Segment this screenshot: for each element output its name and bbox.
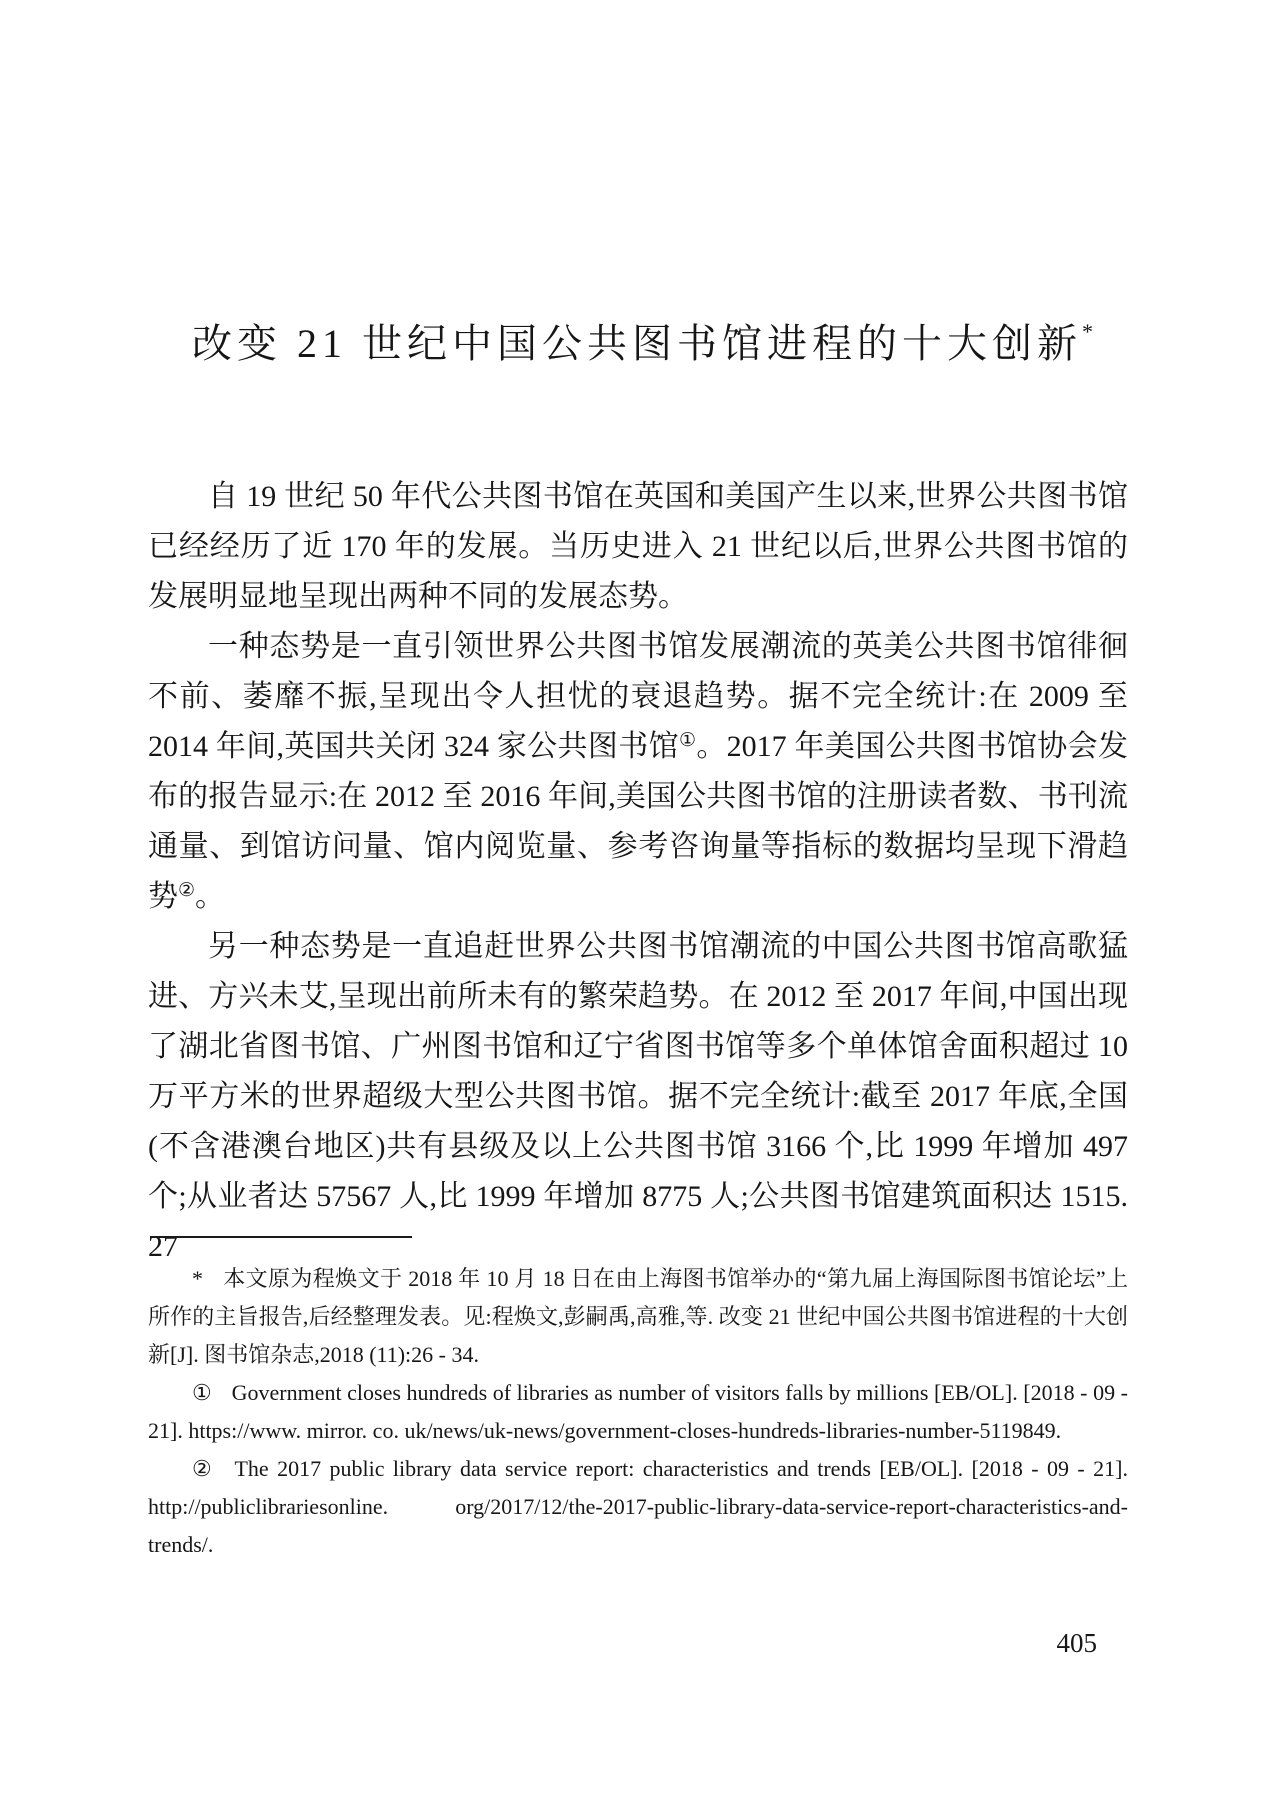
footnote-1 (148, 1374, 1128, 1450)
paragraph-2-text: 。2017 年美国公共图书馆协会发布的报告显示:在 2012 至 2016 年间,美国公共图书馆的注册读者数、书刊流通量、到馆访问量、馆内阅览量、参考咨询量等指标的数据均呈现下滑趋势 (148, 730, 1129, 913)
footnote-2 (148, 1450, 1128, 1564)
footnote-2-text: The 2017 public library data service report: characteristics and trends [EB/OL]. [2018 - 09 - 21]. http://publiclibrariesonline. org/2017/12/the-2017-public-library-data-service-report-characteristics-and-trends/. (148, 1456, 1128, 1557)
article-title (0, 312, 1285, 369)
footnote-divider (150, 1236, 412, 1238)
footnote-ref-1-icon: ① (678, 730, 697, 751)
footnote-ref-2-icon: ② (178, 880, 196, 901)
paragraph-2 (148, 622, 1128, 922)
footnote-star-marker: * (192, 1266, 203, 1291)
footnote-star-text: 本文原为程焕文于 2018 年 10 月 18 日在由上海图书馆举办的“第九届上海国际图书馆论坛”上所作的主旨报告,后经整理发表。见:程焕文,彭嗣禹,高雅,等. 改变 21 世纪中国公共图书馆进程的十大创新[J]. 图书馆杂志,2018 (11):26 - 34. (148, 1266, 1128, 1367)
article-title-text: 改变 21 世纪中国公共图书馆进程的十大创新 (192, 321, 1082, 366)
paragraph-1 (148, 472, 1128, 622)
paragraph-3 (148, 922, 1128, 1272)
footnote-2-marker: ② (192, 1456, 215, 1481)
footnote-star (148, 1260, 1128, 1374)
paragraph-1-text: 自 19 世纪 50 年代公共图书馆在英国和美国产生以来,世界公共图书馆已经经历了近 170 年的发展。当历史进入 21 世纪以后,世界公共图书馆的发展明显地呈现出两种不同的发展态势。 (148, 480, 1128, 613)
footnotes-section (148, 1260, 1128, 1564)
paragraph-2-text: 一种态势是一直引领世界公共图书馆发展潮流的英美公共图书馆徘徊不前、萎靡不振,呈现出令人担忧的衰退趋势。据不完全统计:在 2009 至 2014 年间,英国共关闭 324 家公共图书馆 (148, 630, 1128, 763)
title-footnote-marker: * (1082, 319, 1093, 344)
paragraph-3-text: 另一种态势是一直追赶世界公共图书馆潮流的中国公共图书馆高歌猛进、方兴未艾,呈现出前所未有的繁荣趋势。在 2012 至 2017 年间,中国出现了湖北省图书馆、广州图书馆和辽宁省图书馆等多个单体馆舍面积超过 10 万平方米的世界超级大型公共图书馆。据不完全统计:截至 2017 年底,全国(不含港澳台地区)共有县级及以上公共图书馆 3166 个,比 1999 年增加 497 个;从业者达 57567 人,比 1999 年增加 8775 人;公共图书馆建筑面积达 1515. 27 (148, 930, 1128, 1263)
footnote-1-marker: ① (192, 1380, 212, 1405)
footnote-1-text: Government closes hundreds of libraries as number of visitors falls by millions [EB/OL]. [2018 - 09 - 21]. https://www. mirror. co. uk/news/uk-news/government-closes-hundreds-libraries-number-5119849. (148, 1380, 1128, 1443)
page-number: 405 (1056, 1628, 1097, 1658)
paragraph-2-text: 。 (195, 880, 226, 913)
article-body (148, 472, 1128, 1272)
